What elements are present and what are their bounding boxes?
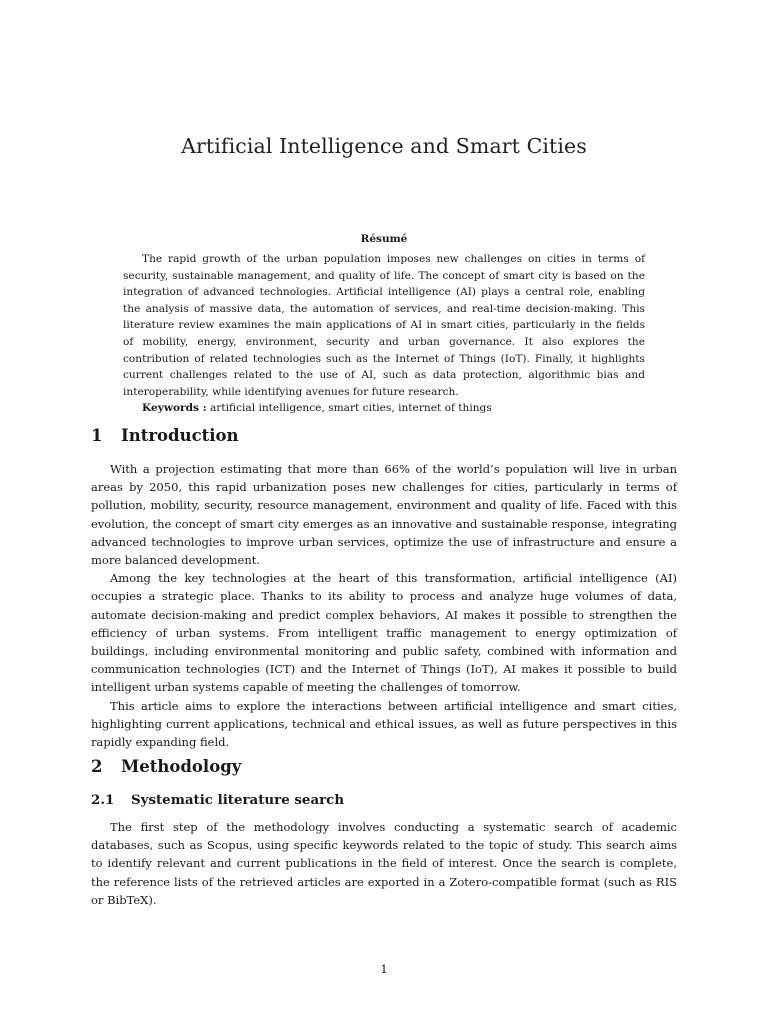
subsection-title: Systematic literature search bbox=[131, 792, 345, 808]
keywords-label: Keywords : bbox=[142, 402, 207, 415]
section-title: Methodology bbox=[121, 757, 242, 776]
page-number: 1 bbox=[380, 962, 388, 976]
paragraph: Among the key technologies at the heart of this transformation, artificial intelligence (AI) occupies a strategic place. Thanks to its ability to process and analyze huge volumes of data, automate decision-making and predict complex behaviors, AI makes it possible to strengthen the efficiency of urban systems. From intelligent traffic management to energy optimization of buildings, including environmental monitoring and public safety, combined with information and communication technologies (ICT) and the Internet of Things (IoT), AI makes it possible to build intelligent urban systems capable of meeting the challenges of tomorrow. bbox=[91, 571, 677, 695]
paragraph: The first step of the methodology involves conducting a systematic search of academic databases, such as Scopus, using specific keywords related to the topic of study. This search aims to identify relevant and current publications in the field of interest. Once the search is complete, the reference lists of the retrieved articles are exported in a Zotero-compatible format (such as RIS or BibTeX). bbox=[91, 820, 677, 907]
abstract-heading: Résumé bbox=[360, 233, 408, 245]
literature-search-body bbox=[91, 818, 677, 909]
keywords-values: artificial intelligence, smart cities, internet of things bbox=[209, 402, 492, 415]
keywords-line bbox=[123, 400, 645, 417]
paper-title: Artificial Intelligence and Smart Cities bbox=[181, 134, 587, 158]
subsection-number: 2.1 bbox=[91, 792, 115, 808]
subsection-heading-literature-search bbox=[91, 792, 344, 808]
section-title: Introduction bbox=[121, 426, 239, 445]
introduction-body bbox=[91, 460, 677, 751]
section-number: 2 bbox=[91, 757, 103, 776]
abstract-text: The rapid growth of the urban population imposes new challenges on cities in terms of security, sustainable management, and quality of life. The concept of smart city is based on the integration of advanced technologies. Artificial intelligence (AI) plays a central role, enabling the analysis of massive data, the automation of services, and real-time decision-making. This literature review examines the main applications of AI in smart cities, particularly in the fields of mobility, energy, environment, security and urban governance. It also explores the contribution of related technologies such as the Internet of Things (IoT). Finally, it highlights current challenges related to the use of AI, such as data protection, algorithmic bias and interoperability, while identifying avenues for future research. bbox=[123, 253, 645, 398]
abstract bbox=[123, 251, 645, 417]
section-heading-introduction bbox=[91, 426, 239, 445]
paragraph: This article aims to explore the interactions between artificial intelligence and smart cities, highlighting current applications, technical and ethical issues, as well as future perspectives in this rapidly expanding field. bbox=[91, 698, 677, 750]
paragraph: With a projection estimating that more than 66% of the world’s population will live in urban areas by 2050, this rapid urbanization poses new challenges for cities, particularly in terms of pollution, mobility, security, resource management, environment and quality of life. Faced with this evolution, the concept of smart city emerges as an innovative and sustainable response, integrating advanced technologies to improve urban services, optimize the use of infrastructure and ensure a more balanced development. bbox=[91, 462, 677, 568]
section-heading-methodology bbox=[91, 757, 241, 776]
section-number: 1 bbox=[91, 426, 103, 445]
